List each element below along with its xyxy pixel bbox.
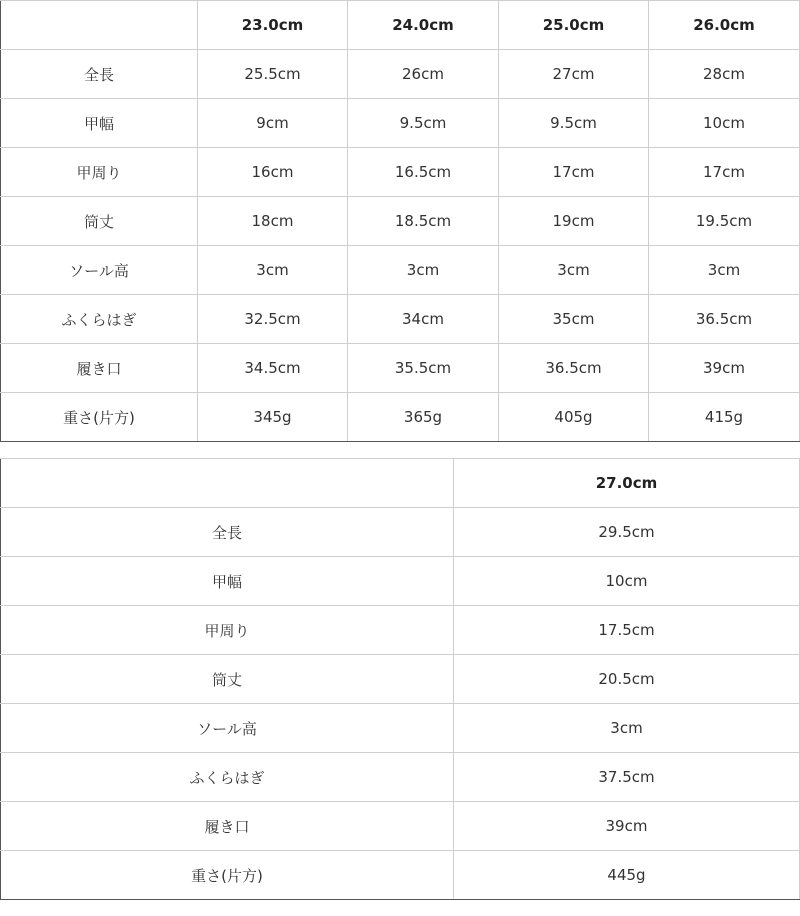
table-cell: 415g — [649, 393, 800, 442]
table-row — [1, 508, 800, 557]
table-cell: 9.5cm — [499, 99, 649, 148]
table-cell: 34.5cm — [198, 344, 348, 393]
header-cell: 26.0cm — [649, 1, 800, 50]
header-cell: 23.0cm — [198, 1, 348, 50]
table-cell: 17cm — [649, 148, 800, 197]
table-cell: 3cm — [198, 246, 348, 295]
row-label: 履き口 — [1, 344, 198, 393]
row-label: 全長 — [1, 508, 454, 557]
table-row — [1, 295, 800, 344]
header-cell — [1, 459, 454, 508]
table-cell: 36.5cm — [499, 344, 649, 393]
row-label: ソール高 — [1, 704, 454, 753]
table-cell: 19.5cm — [649, 197, 800, 246]
row-label: 筒丈 — [1, 655, 454, 704]
row-label: 筒丈 — [1, 197, 198, 246]
row-label: 重さ(片方) — [1, 393, 198, 442]
table-cell: 3cm — [348, 246, 499, 295]
table-header-row — [1, 459, 800, 508]
table-cell: 29.5cm — [454, 508, 800, 557]
header-cell: 25.0cm — [499, 1, 649, 50]
size-table-2 — [0, 458, 800, 900]
table-cell: 26cm — [348, 50, 499, 99]
table-cell: 19cm — [499, 197, 649, 246]
row-label: ふくらはぎ — [1, 295, 198, 344]
table-cell: 10cm — [649, 99, 800, 148]
table-row — [1, 344, 800, 393]
table-cell: 27cm — [499, 50, 649, 99]
row-label: 甲周り — [1, 148, 198, 197]
table-row — [1, 655, 800, 704]
table-cell: 35.5cm — [348, 344, 499, 393]
table-cell: 28cm — [649, 50, 800, 99]
table-cell: 445g — [454, 851, 800, 900]
row-label: ふくらはぎ — [1, 753, 454, 802]
table-cell: 36.5cm — [649, 295, 800, 344]
table-cell: 37.5cm — [454, 753, 800, 802]
size-table-1 — [0, 0, 800, 442]
row-label: 全長 — [1, 50, 198, 99]
table-row — [1, 99, 800, 148]
row-label: 甲幅 — [1, 557, 454, 606]
table-cell: 365g — [348, 393, 499, 442]
table-cell: 20.5cm — [454, 655, 800, 704]
table-row — [1, 50, 800, 99]
table-cell: 10cm — [454, 557, 800, 606]
table-cell: 18.5cm — [348, 197, 499, 246]
table-cell: 39cm — [649, 344, 800, 393]
table-cell: 32.5cm — [198, 295, 348, 344]
table-row — [1, 802, 800, 851]
table-row — [1, 197, 800, 246]
table-row — [1, 753, 800, 802]
table-row — [1, 606, 800, 655]
table-cell: 3cm — [649, 246, 800, 295]
header-cell: 27.0cm — [454, 459, 800, 508]
table-cell: 16cm — [198, 148, 348, 197]
table-cell: 17cm — [499, 148, 649, 197]
table-row — [1, 704, 800, 753]
row-label: 履き口 — [1, 802, 454, 851]
table-cell: 3cm — [499, 246, 649, 295]
row-label: 甲周り — [1, 606, 454, 655]
row-label: ソール高 — [1, 246, 198, 295]
header-cell: 24.0cm — [348, 1, 499, 50]
table-cell: 25.5cm — [198, 50, 348, 99]
row-label: 重さ(片方) — [1, 851, 454, 900]
table-cell: 35cm — [499, 295, 649, 344]
table-cell: 9.5cm — [348, 99, 499, 148]
table-cell: 17.5cm — [454, 606, 800, 655]
table-row — [1, 148, 800, 197]
table-cell: 34cm — [348, 295, 499, 344]
table-cell: 18cm — [198, 197, 348, 246]
table-row — [1, 851, 800, 900]
table-row — [1, 557, 800, 606]
table-cell: 405g — [499, 393, 649, 442]
header-cell — [1, 1, 198, 50]
table-cell: 3cm — [454, 704, 800, 753]
table-header-row — [1, 1, 800, 50]
table-row — [1, 246, 800, 295]
table-cell: 9cm — [198, 99, 348, 148]
table-cell: 16.5cm — [348, 148, 499, 197]
row-label: 甲幅 — [1, 99, 198, 148]
table-row — [1, 393, 800, 442]
table-cell: 345g — [198, 393, 348, 442]
table-cell: 39cm — [454, 802, 800, 851]
